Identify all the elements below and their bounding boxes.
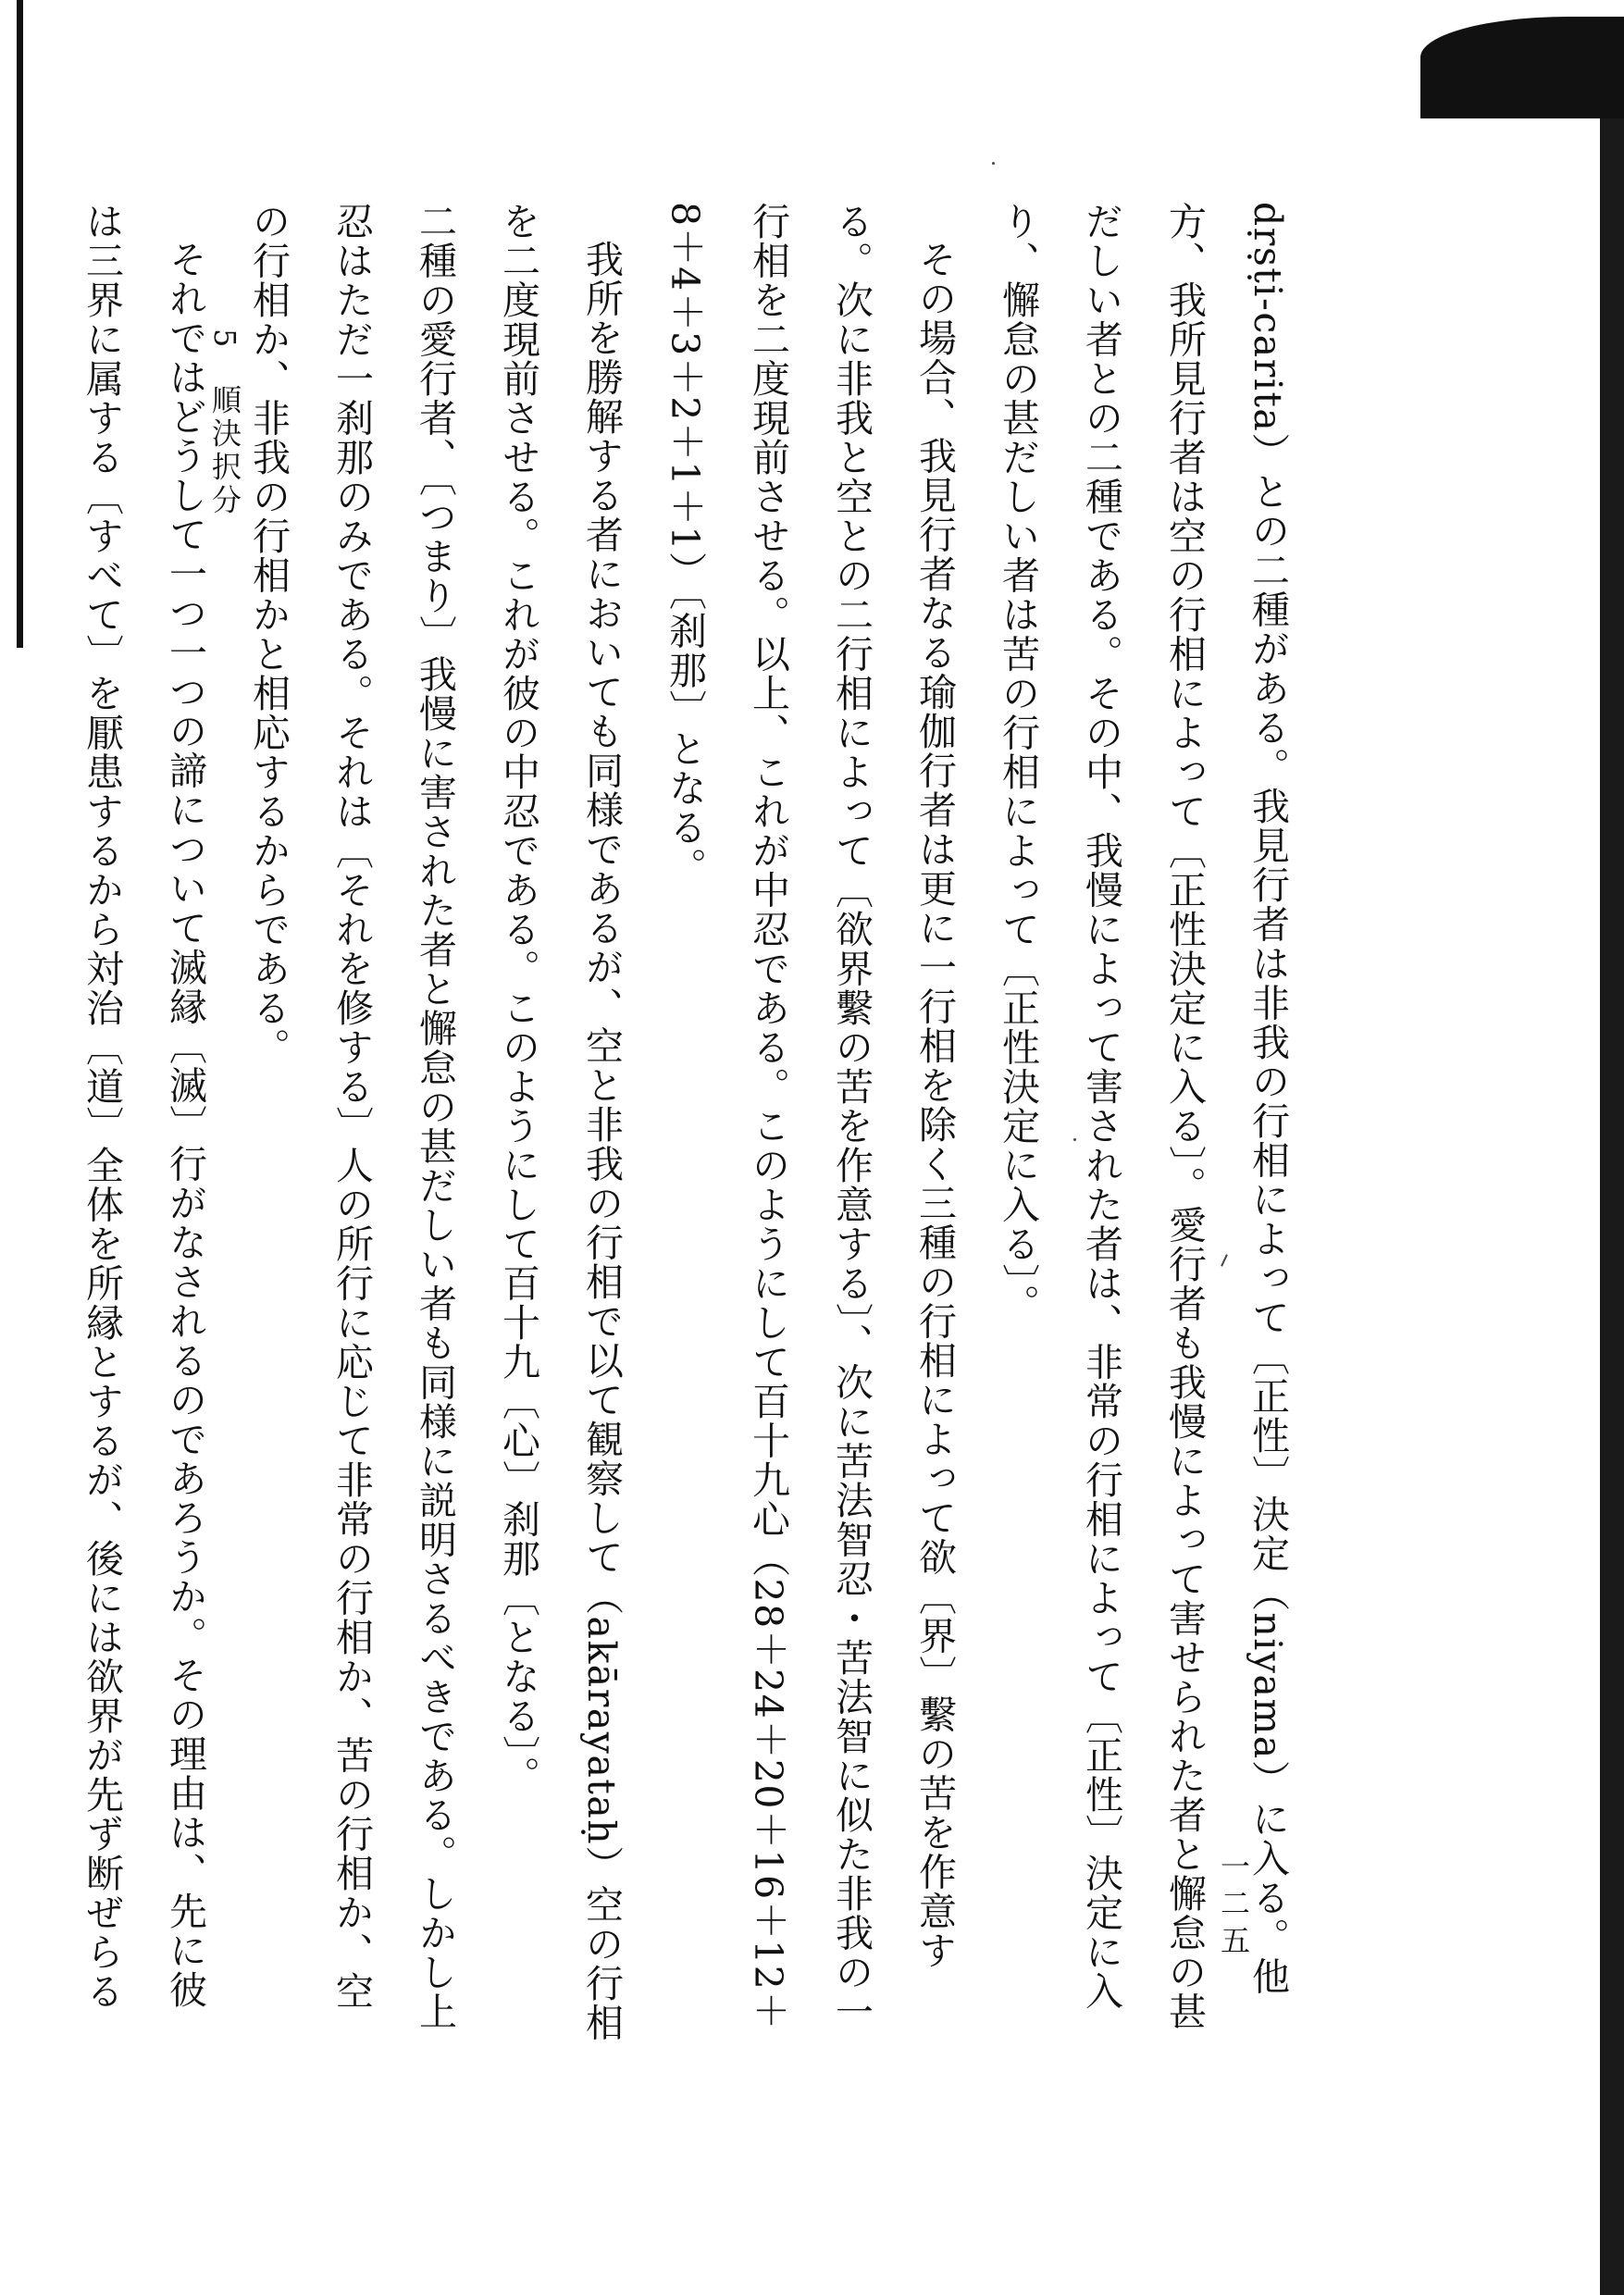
paragraph-5: それではどうして一つ一つの諦について滅縁〔滅〕行がなされるのであろうか。その理由は、先に彼は三界に属する〔すべて〕を厭患するから対治〔道〕全体を所縁とするが、後には欲界が先ず断ぜらる	[80, 202, 207, 2011]
scan-edge-left	[17, 0, 23, 648]
paragraph-4: 二種の愛行者、〔つまり〕我慢に害された者と懈怠の甚だしい者も同様に説明さるべきである。しかし上忍はただ一刹那のみである。それは〔それを修する〕人の所行に応じて非常の行相か、苦の行相か、空の行相か、非我の行相かと相応するからである。	[246, 202, 457, 2031]
scan-corner-shadow	[1411, 0, 1624, 65]
paragraph-3: 我所を勝解する者においても同様であるが、空と非我の行相で以て観察して（akārayataḥ）空の行相を二度現前させる。これが彼の中忍である。このようにして百十九〔心〕刹那〔となる〕。	[496, 202, 624, 2042]
running-head: 5 順決択分	[207, 329, 242, 518]
scan-speck	[992, 162, 995, 165]
paragraph-1: dṛṣṭi-carita）との二種がある。我見行者は非我の行相によって〔正性〕決定（niyama）に入る。他方、我所見行者は空の行相によって〔正性決定に入る〕。愛行者も我慢によって害せられた者と懈怠の甚だしい者との二種である。その中、我慢によって害された者は、非常の行相によって〔正性〕決定に入り、懈怠の甚だしい者は苦の行相によって〔正性決定に入る〕。	[996, 202, 1290, 2031]
scan-edge-right	[1600, 19, 1624, 2295]
paragraph-2: その場合、我見行者なる瑜伽行者は更に一行相を除く三種の行相によって欲〔界〕繫の苦を作意する。次に非我と空との二行相によって〔欲界繫の苦を作意する〕、次に苦法智忍・苦法智に似た非我の一行相を二度現前させる。以上、これが中忍である。このようにして百十九心（28＋24＋20＋16＋12＋8＋4＋3＋2＋1＋1）〔刹那〕となる。	[663, 202, 957, 2031]
page-number: 一二五	[1216, 1851, 1251, 1962]
